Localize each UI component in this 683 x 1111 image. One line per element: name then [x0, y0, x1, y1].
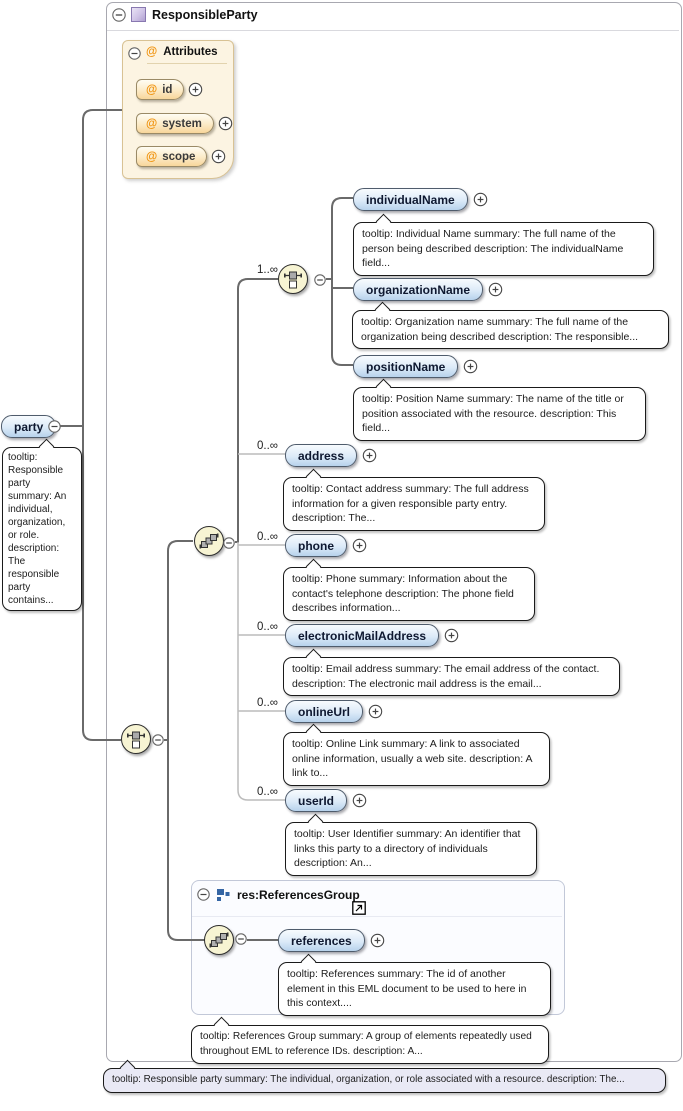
element-pill-organizationname[interactable]: organizationName	[353, 278, 483, 301]
references-group-title: res:ReferencesGroup	[237, 888, 360, 902]
expand-plus-icon[interactable]	[352, 793, 367, 808]
collapse-sequence-button[interactable]	[235, 932, 247, 944]
sequence-compositor-icon[interactable]	[194, 526, 224, 556]
tooltip-responsibleparty: tooltip: Responsible party summary: The individual, organization, or role associated with a resource. description: The...	[103, 1068, 666, 1093]
cardinality-label: 0..∞	[257, 786, 278, 798]
attribute-name: system	[162, 117, 202, 130]
attribute-name: scope	[162, 150, 196, 163]
userid-node	[285, 789, 367, 812]
attribute-pill-scope[interactable]	[136, 146, 207, 167]
tooltip-references-group: tooltip: References Group summary: A group of elements repeatedly used throughout EML to reference IDs. description: A...	[191, 1025, 549, 1064]
sequence-compositor-icon[interactable]	[204, 925, 234, 955]
expand-plus-icon[interactable]	[352, 538, 367, 553]
cardinality-label: 0..∞	[257, 621, 278, 633]
references-node	[278, 929, 385, 952]
collapse-choice-button[interactable]	[152, 733, 164, 745]
cardinality-label: 0..∞	[257, 440, 278, 452]
positionname-node	[353, 355, 478, 378]
element-pill-onlineurl[interactable]: onlineUrl	[285, 700, 363, 723]
element-pill-individualname[interactable]: individualName	[353, 188, 468, 211]
tooltip-party: tooltip: Responsible party summary: An individual, organization, or role. description: The responsible party contains...	[2, 447, 82, 611]
tooltip-address: tooltip: Contact address summary: The full address information for a given responsible party entry. description: The...	[283, 477, 545, 531]
tooltip-references: tooltip: References summary: The id of another element in this EML document to be used to here in this context....	[278, 962, 551, 1016]
element-pill-userid[interactable]: userId	[285, 789, 347, 812]
group-icon	[216, 888, 230, 902]
address-node	[285, 444, 377, 467]
expand-plus-icon[interactable]	[211, 149, 226, 164]
collapse-sequence-button[interactable]	[223, 536, 235, 548]
attribute-pill-system[interactable]	[136, 113, 214, 134]
expand-plus-icon[interactable]	[463, 359, 478, 374]
tooltip-organizationname: tooltip: Organization name summary: The full name of the organization being described description: The responsible...	[352, 310, 669, 349]
at-glyph: @	[146, 46, 158, 58]
attribute-name: id	[162, 83, 173, 96]
onlineurl-node	[285, 700, 383, 723]
collapse-root-button[interactable]	[112, 8, 126, 22]
root-title	[152, 8, 258, 22]
individualname-node	[353, 188, 488, 211]
attribute-row-system	[136, 113, 233, 134]
attribute-row-id	[136, 79, 203, 100]
expand-plus-icon[interactable]	[473, 192, 488, 207]
expand-plus-icon[interactable]	[368, 704, 383, 719]
attribute-row-scope	[136, 146, 226, 167]
root-title-label: ResponsibleParty	[152, 8, 258, 22]
collapse-attributes-button[interactable]	[128, 47, 141, 60]
attributes-header	[146, 46, 218, 58]
attribute-pill-id[interactable]	[136, 79, 184, 100]
element-pill-references[interactable]: references	[278, 929, 365, 952]
cardinality-label: 0..∞	[257, 697, 278, 709]
cardinality-label: 1..∞	[257, 264, 278, 276]
phone-node	[285, 534, 367, 557]
attributes-separator	[147, 63, 227, 64]
at-glyph: @	[146, 150, 158, 163]
collapse-referencesgroup-button[interactable]	[197, 888, 210, 901]
expand-plus-icon[interactable]	[488, 282, 503, 297]
collapse-choice-button[interactable]	[314, 273, 326, 285]
tooltip-electronicmailaddress: tooltip: Email address summary: The email address of the contact. description: The electronic mail address is the email...	[283, 657, 620, 696]
choice-compositor-icon[interactable]	[121, 724, 151, 754]
at-glyph: @	[146, 117, 158, 130]
expand-plus-icon[interactable]	[362, 448, 377, 463]
organizationname-node	[353, 278, 503, 301]
collapse-party-button[interactable]	[48, 420, 61, 433]
expand-plus-icon[interactable]	[370, 933, 385, 948]
title-separator	[107, 30, 679, 31]
element-pill-electronicmailaddress[interactable]: electronicMailAddress	[285, 624, 439, 647]
expand-plus-icon[interactable]	[444, 628, 459, 643]
tooltip-userid: tooltip: User Identifier summary: An identifier that links this party to a directory of individuals description: An...	[285, 822, 537, 876]
cardinality-label: 0..∞	[257, 531, 278, 543]
element-pill-positionname[interactable]: positionName	[353, 355, 458, 378]
tooltip-positionname: tooltip: Position Name summary: The name of the title or position associated with the resource. description: This field...	[353, 387, 646, 441]
tooltip-onlineurl: tooltip: Online Link summary: A link to associated online information, usually a web site. description: A link to...	[283, 732, 550, 786]
choice-compositor-icon[interactable]	[278, 264, 308, 294]
tooltip-phone: tooltip: Phone summary: Information about the contact's telephone description: The phone field describes information...	[283, 567, 535, 621]
element-pill-address[interactable]: address	[285, 444, 357, 467]
expand-plus-icon[interactable]	[218, 116, 233, 131]
element-pill-party[interactable]: party	[1, 415, 56, 438]
references-group-separator	[192, 916, 562, 917]
element-type-icon	[131, 7, 146, 22]
at-glyph: @	[146, 83, 158, 96]
electronicmailaddress-node	[285, 624, 459, 647]
external-link-icon[interactable]	[352, 901, 366, 915]
element-pill-phone[interactable]: phone	[285, 534, 347, 557]
tooltip-individualname: tooltip: Individual Name summary: The full name of the person being described description: The individualName field...	[353, 222, 654, 276]
expand-plus-icon[interactable]	[188, 82, 203, 97]
attributes-title: Attributes	[163, 46, 218, 58]
